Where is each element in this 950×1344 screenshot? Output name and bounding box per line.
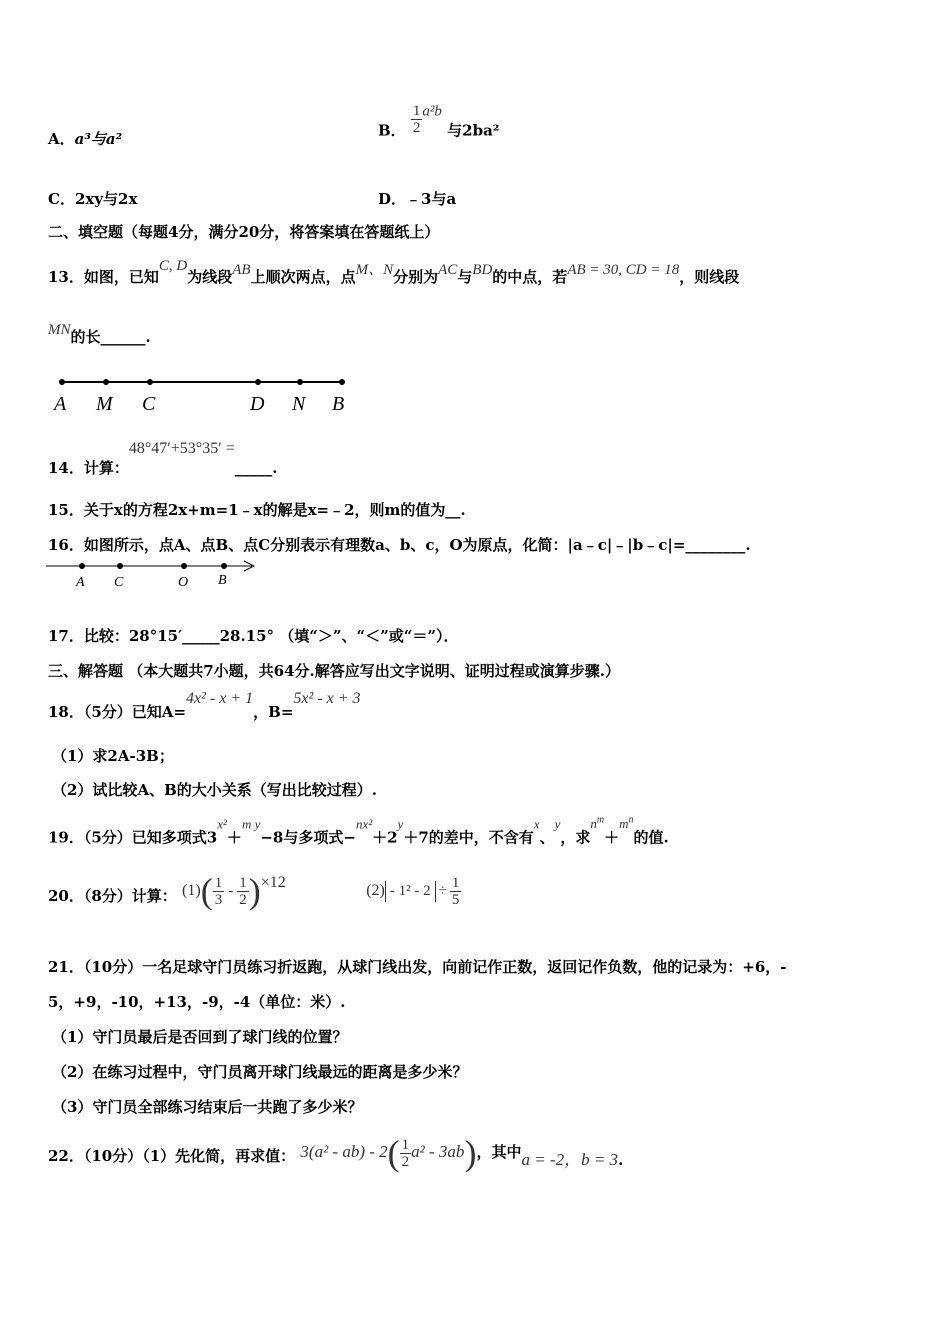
point-n-dot <box>297 379 303 385</box>
q19-p5: ＋7的差中，不含有 <box>403 828 534 847</box>
q13-mn2: MN <box>48 322 71 338</box>
point-m-dot <box>103 379 109 385</box>
q13-p6: 的中点，若 <box>492 268 568 286</box>
q13-bd: BD <box>472 262 493 278</box>
q13-line2 <box>48 322 151 347</box>
q13-segment-figure <box>48 370 358 420</box>
q13-label-b: B <box>332 393 345 415</box>
q14-label: 14．计算： <box>48 459 129 477</box>
q13-p3: 上顺次两点，点 <box>250 268 356 286</box>
q18-p2: ，B= <box>253 703 294 721</box>
q18 <box>48 690 361 722</box>
q13-line1 <box>48 258 739 287</box>
q19-p2: ＋ <box>226 828 242 847</box>
q19-mn <box>619 816 633 831</box>
q19-p9: 的值. <box>633 828 669 847</box>
q19-nm-exp: m <box>596 815 605 826</box>
q18-a-expr: 4x² - x + 1 <box>186 690 254 707</box>
q13-label-c: C <box>142 393 156 415</box>
option-b-frac-den: 2 <box>412 120 421 136</box>
q13-given: AB = 30, CD = 18 <box>567 262 680 278</box>
q20-minus: - <box>228 883 234 899</box>
q20-div: ÷ <box>438 883 447 899</box>
q19-nx2: nx² <box>355 816 373 832</box>
q16: 16．如图所示，点A、点B、点C分别表示有理数a、b、c，O为原点，化简：|a﹣c|﹣|b﹣c|=________. <box>48 536 751 554</box>
q19-mn-base: m <box>619 816 629 832</box>
q16-label-b: B <box>218 573 227 588</box>
q22-right-paren: ) <box>464 1133 477 1173</box>
section-3-heading: 三、解答题 （本大题共7小题，共64分.解答应写出文字说明、证明过程或演算步骤.） <box>48 662 620 680</box>
q20-frac2-den: 2 <box>239 891 247 908</box>
q13-ac: AC <box>438 262 458 278</box>
option-b-fraction <box>411 103 423 136</box>
q22-p2: ，其中 <box>476 1143 522 1161</box>
option-b-label: B． <box>378 121 406 140</box>
q22-end: . <box>618 1151 624 1169</box>
q19-p6: 、 <box>539 828 555 847</box>
q13-label-d: D <box>250 393 265 415</box>
q14-expr: 48°47′+53°35′ = <box>128 440 235 457</box>
q13-label-m: M <box>96 393 113 415</box>
option-c: C．2xy与2x <box>48 190 138 208</box>
q22-frac-num: 1 <box>401 1136 410 1153</box>
q13-p7: ，则线段 <box>679 268 740 286</box>
q16-label-c: C <box>114 575 124 590</box>
q14-blank: _____. <box>234 459 278 477</box>
q20-part2-label: (2) <box>366 882 385 899</box>
q21-line2: 5，+9，-10，+13，-9，-4（单位：米）. <box>48 993 346 1011</box>
q19 <box>48 815 669 847</box>
q19-p7: ，求 <box>560 828 591 847</box>
q19-nm <box>590 816 604 831</box>
q22-frac-den: 2 <box>401 1153 410 1170</box>
q13-p4: 分别为 <box>393 268 439 286</box>
option-b <box>378 103 499 141</box>
q19-y: y <box>397 816 404 832</box>
q20-right-paren: ) <box>248 871 261 911</box>
q19-p4: ＋2 <box>372 828 398 847</box>
option-b-frac-num: 1 <box>412 103 421 119</box>
q20-frac2 <box>237 875 249 908</box>
q18-b-expr: 5x² - x + 3 <box>293 690 361 707</box>
option-a-label: A． <box>48 130 75 148</box>
q18-p1: 18．（5分）已知A= <box>48 703 187 721</box>
q19-nm-base: n <box>590 816 597 832</box>
q20-frac1 <box>213 875 225 908</box>
q16-point-b <box>221 563 227 569</box>
q20-frac3 <box>450 875 462 908</box>
q22-cond: a = -2，b = 3 <box>521 1150 619 1169</box>
q20-frac1-den: 3 <box>214 891 223 908</box>
option-b-var: a²b <box>422 103 442 120</box>
q13-p2: 为线段 <box>187 268 233 286</box>
q19-p1: 19．（5分）已知多项式3 <box>48 828 218 847</box>
q13-p1: 13．如图，已知 <box>48 268 159 286</box>
q19-mn-exp: n <box>628 815 634 826</box>
q20-abs: - 1² - 2 <box>385 881 436 902</box>
q20-frac3-num: 1 <box>451 874 460 891</box>
q13-cd: C, D <box>158 258 188 274</box>
section-2-heading: 二、填空题（每题4分，满分20分，将答案填在答题纸上） <box>48 223 440 241</box>
q19-p8: ＋ <box>604 828 620 847</box>
q16-label-a: A <box>76 575 85 590</box>
q21-line1: 21．（10分）一名足球守门员练习折返跑，从球门线出发，向前记作正数，返回记作负数，他的记录为：+6，- <box>48 958 787 976</box>
q19-x: x <box>533 816 540 832</box>
q20-frac3-den: 5 <box>451 891 460 908</box>
q20-part1-label: (1) <box>182 882 201 899</box>
q16-point-o <box>181 563 187 569</box>
q20-left-paren: ( <box>200 871 213 911</box>
q22 <box>48 1132 623 1184</box>
option-a-expr: a³与a² <box>74 130 123 148</box>
q13-mn: M、N <box>355 262 394 278</box>
q21-sub2: （2）在练习过程中，守门员离开球门线最远的距离是多少米？ <box>52 1063 468 1081</box>
q13-p5: 与 <box>457 268 473 286</box>
q16-point-c <box>117 563 123 569</box>
q15: 15．关于x的方程2x+m=1﹣x的解是x=﹣2，则m的值为__. <box>48 501 466 519</box>
q13-ab: AB <box>232 262 251 278</box>
point-c-dot <box>147 379 153 385</box>
q22-frac <box>400 1137 412 1170</box>
q13-label-a: A <box>54 393 67 415</box>
q21-sub3: （3）守门员全部练习结束后一共跑了多少米？ <box>52 1098 363 1116</box>
q13-label-n: N <box>292 393 306 415</box>
q19-my: m y <box>241 816 261 832</box>
q19-y2: y <box>554 816 561 832</box>
q21-sub1: （1）守门员最后是否回到了球门线的位置？ <box>52 1028 348 1046</box>
point-b-dot <box>339 379 345 385</box>
q22-label: 22．（10分）（1）先化简，再求值： <box>48 1147 296 1165</box>
q17: 17．比较：28°15′_____28.15° （填“＞”、“＜”或“＝”）． <box>48 627 459 645</box>
option-a <box>48 128 122 149</box>
q16-label-o: O <box>178 575 189 590</box>
q22-expr1: 3(a² - ab) - 2 <box>300 1142 388 1161</box>
option-d: D．﹣3与a <box>378 190 457 208</box>
q22-expr2: a² - 3ab <box>411 1142 465 1161</box>
point-a-dot <box>59 379 65 385</box>
q20 <box>48 870 461 922</box>
q18-sub2: （2）试比较A、B的大小关系（写出比较过程）. <box>52 781 377 799</box>
q22-left-paren: ( <box>387 1133 400 1173</box>
q20-frac1-num: 1 <box>214 874 223 891</box>
q20-frac2-num: 1 <box>239 874 247 891</box>
q20-label: 20．（8分）计算： <box>48 887 177 905</box>
q19-p3: −8与多项式− <box>260 828 356 847</box>
q16-point-a <box>79 563 85 569</box>
q18-sub1: （1）求2A-3B； <box>52 747 174 765</box>
point-d-dot <box>255 379 261 385</box>
q13-p8: 的长______. <box>70 328 151 346</box>
q14 <box>48 440 277 478</box>
q16-number-line <box>44 556 264 592</box>
q19-x2: x² <box>217 816 227 832</box>
option-b-tail: 与2ba² <box>447 121 500 140</box>
q20-times: ×12 <box>260 874 286 891</box>
